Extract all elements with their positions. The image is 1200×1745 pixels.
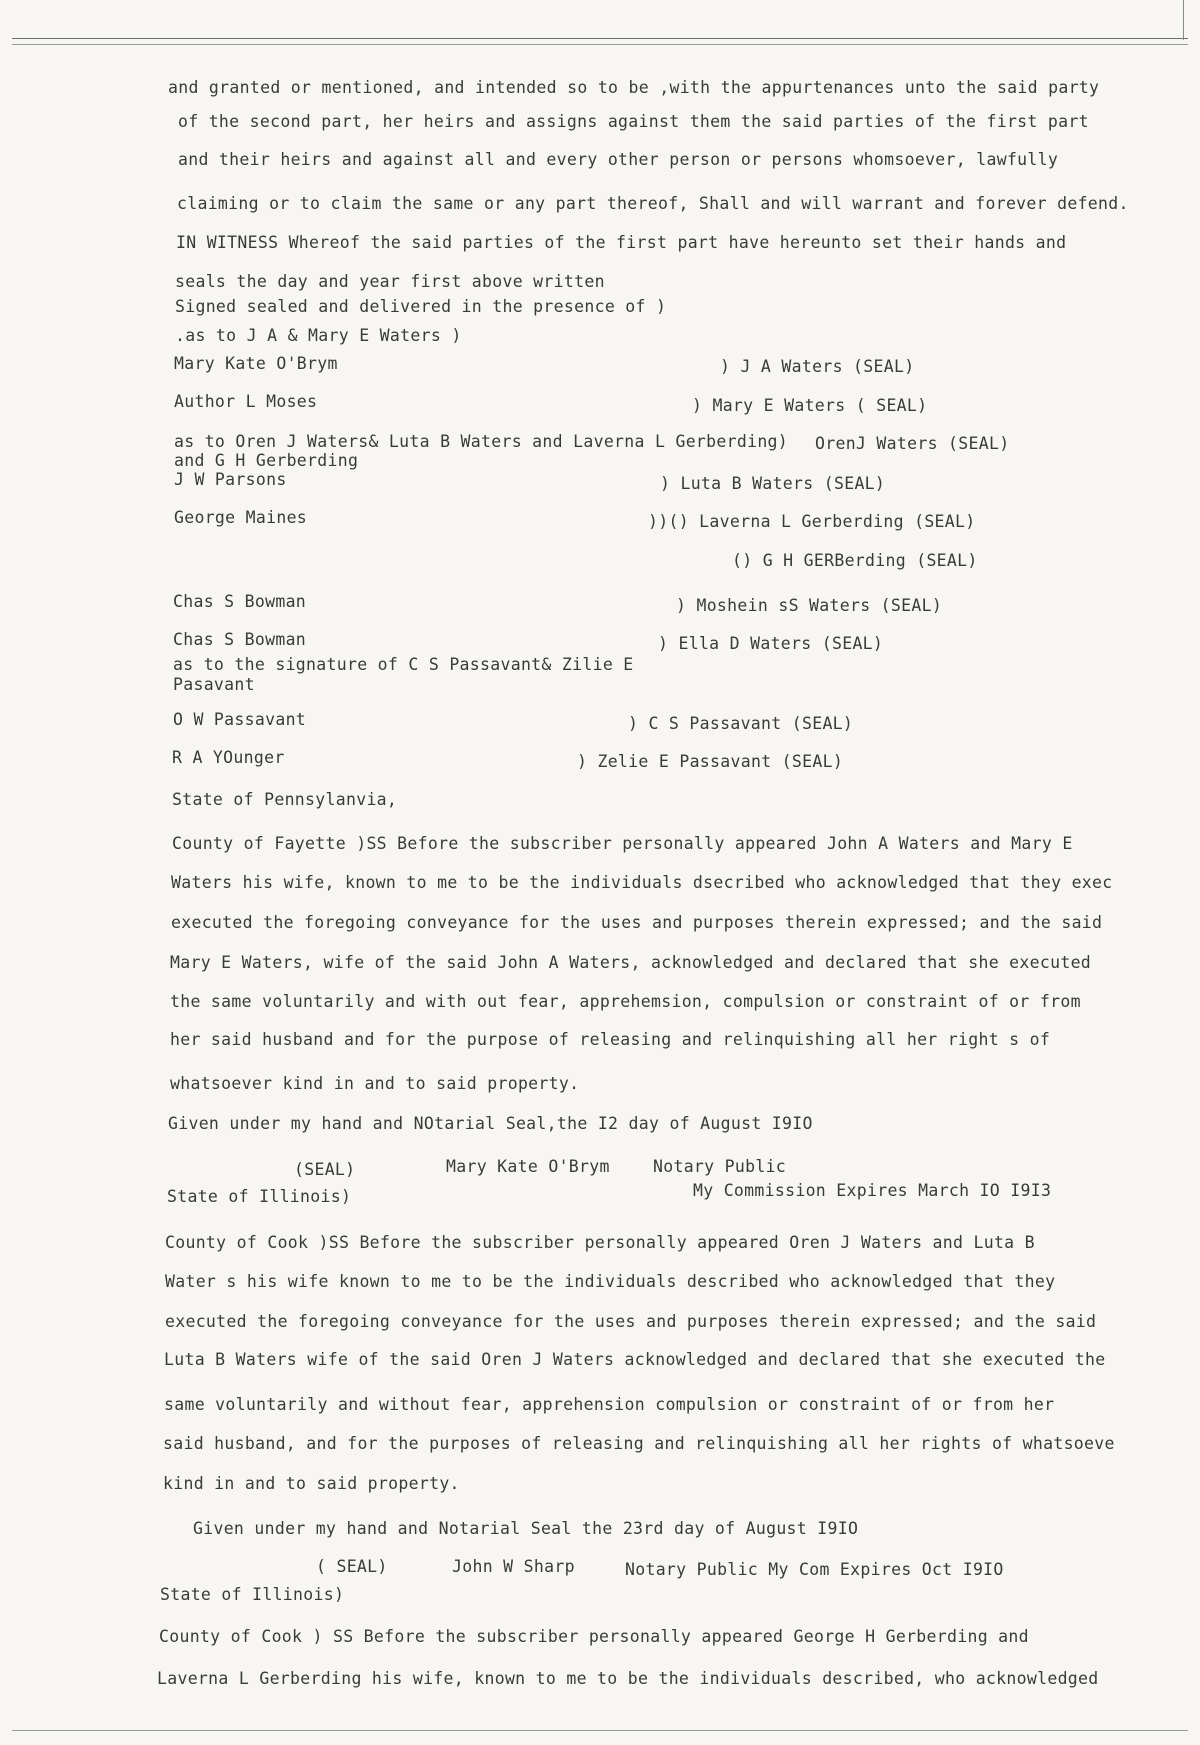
text-line: County of Cook ) SS Before the subscriber personally appeared George H Gerberding and <box>159 1627 1029 1646</box>
signature-line: ) Luta B Waters (SEAL) <box>660 474 886 493</box>
text-line: Given under my hand and Notarial Seal the 23rd day of August I9IO <box>193 1519 859 1538</box>
signature-line: ) C S Passavant (SEAL) <box>628 714 854 733</box>
text-line: Water s his wife known to me to be the individuals described who acknowledged that they <box>165 1272 1056 1291</box>
witness-name: O W Passavant <box>173 710 307 729</box>
witness-name: R A YOunger <box>172 748 285 767</box>
text-line: Luta B Waters wife of the said Oren J Waters acknowledged and declared that she executed the <box>164 1350 1106 1369</box>
signature-line: () G H GERBerding (SEAL) <box>732 551 978 570</box>
text-line: Given under my hand and NOtarial Seal,the I2 day of August I9IO <box>168 1114 813 1133</box>
witness-name: Chas S Bowman <box>173 592 307 611</box>
bottom-rule <box>12 1730 1188 1731</box>
witness-name: George Maines <box>174 508 308 527</box>
text-line: claiming or to claim the same or any part thereof, Shall and will warrant and forever defend. <box>177 194 1129 213</box>
text-line: Laverna L Gerberding his wife, known to me to be the individuals described, who acknowledged <box>157 1669 1099 1688</box>
text-line: and granted or mentioned, and intended so to be ,with the appurtenances unto the said party <box>168 78 1100 97</box>
text-line: seals the day and year first above written <box>175 272 605 291</box>
text-line: executed the foregoing conveyance for the uses and purposes therein expressed; and the said <box>165 1312 1097 1331</box>
witness-note: Pasavant <box>173 675 255 694</box>
text-line: executed the foregoing conveyance for the uses and purposes therein expressed; and the said <box>171 913 1103 932</box>
text-line: same voluntarily and without fear, apprehension compulsion or constraint of or from her <box>164 1395 1055 1414</box>
signature-line: ))() Laverna L Gerberding (SEAL) <box>648 512 976 531</box>
text-line: County of Fayette )SS Before the subscriber personally appeared John A Waters and Mary E <box>172 834 1073 853</box>
text-line: and their heirs and against all and every other person or persons whomsoever, lawfully <box>178 150 1059 169</box>
signature-line: ) Moshein sS Waters (SEAL) <box>676 596 943 615</box>
text-line: County of Cook )SS Before the subscriber personally appeared Oren J Waters and Luta B <box>165 1233 1035 1252</box>
notary-title: Notary Public My Com Expires Oct I9IO <box>625 1560 1004 1579</box>
witness-note: and G H Gerberding <box>174 451 359 470</box>
text-line: her said husband and for the purpose of releasing and relinquishing all her right s of <box>170 1030 1051 1049</box>
signature-line: ) J A Waters (SEAL) <box>720 357 915 376</box>
text-line: said husband, and for the purposes of releasing and relinquishing all her rights of whatsoeve <box>163 1434 1115 1453</box>
text-line: Signed sealed and delivered in the presence of ) <box>175 297 667 316</box>
witness-note: as to Oren J Waters& Luta B Waters and Laverna L Gerberding) <box>174 432 789 451</box>
notary-name: Mary Kate O'Brym <box>446 1157 610 1176</box>
signature-line: ) Zelie E Passavant (SEAL) <box>577 752 844 771</box>
signature-line: ) Mary E Waters ( SEAL) <box>692 396 928 415</box>
state-heading: State of Pennsylanvia, <box>172 790 398 809</box>
witness-note: as to the signature of C S Passavant& Zilie E <box>173 655 634 674</box>
right-edge-rule <box>1183 0 1184 40</box>
signature-line: ) Ella D Waters (SEAL) <box>658 634 884 653</box>
signature-line: OrenJ Waters (SEAL) <box>815 434 1010 453</box>
text-line: the same voluntarily and with out fear, apprehemsion, compulsion or constraint of or from <box>170 992 1081 1011</box>
notary-seal: (SEAL) <box>294 1160 356 1179</box>
top-rule-secondary <box>12 44 1188 45</box>
text-line: kind in and to said property. <box>163 1474 460 1493</box>
witness-name: J W Parsons <box>174 470 287 489</box>
text-line: whatsoever kind in and to said property. <box>170 1074 580 1093</box>
text-line: Waters his wife, known to me to be the individuals dsecribed who acknowledged that they exec <box>171 873 1113 892</box>
text-line: .as to J A & Mary E Waters ) <box>175 326 462 345</box>
witness-name: Mary Kate O'Brym <box>174 354 338 373</box>
text-line: of the second part, her heirs and assigns against them the said parties of the first part <box>178 112 1089 131</box>
top-rule <box>12 38 1188 39</box>
text-line: IN WITNESS Whereof the said parties of the first part have hereunto set their hands and <box>176 233 1067 252</box>
notary-commission: My Commission Expires March IO I9I3 <box>693 1181 1052 1200</box>
notary-name: John W Sharp <box>452 1557 575 1576</box>
text-line: Mary E Waters, wife of the said John A Waters, acknowledged and declared that she executed <box>170 953 1092 972</box>
state-heading: State of Illinois) <box>167 1187 352 1206</box>
notary-seal: ( SEAL) <box>316 1557 388 1576</box>
state-heading: State of Illinois) <box>160 1585 345 1604</box>
witness-name: Chas S Bowman <box>173 630 307 649</box>
witness-name: Author L Moses <box>174 392 318 411</box>
notary-title: Notary Public <box>653 1157 787 1176</box>
